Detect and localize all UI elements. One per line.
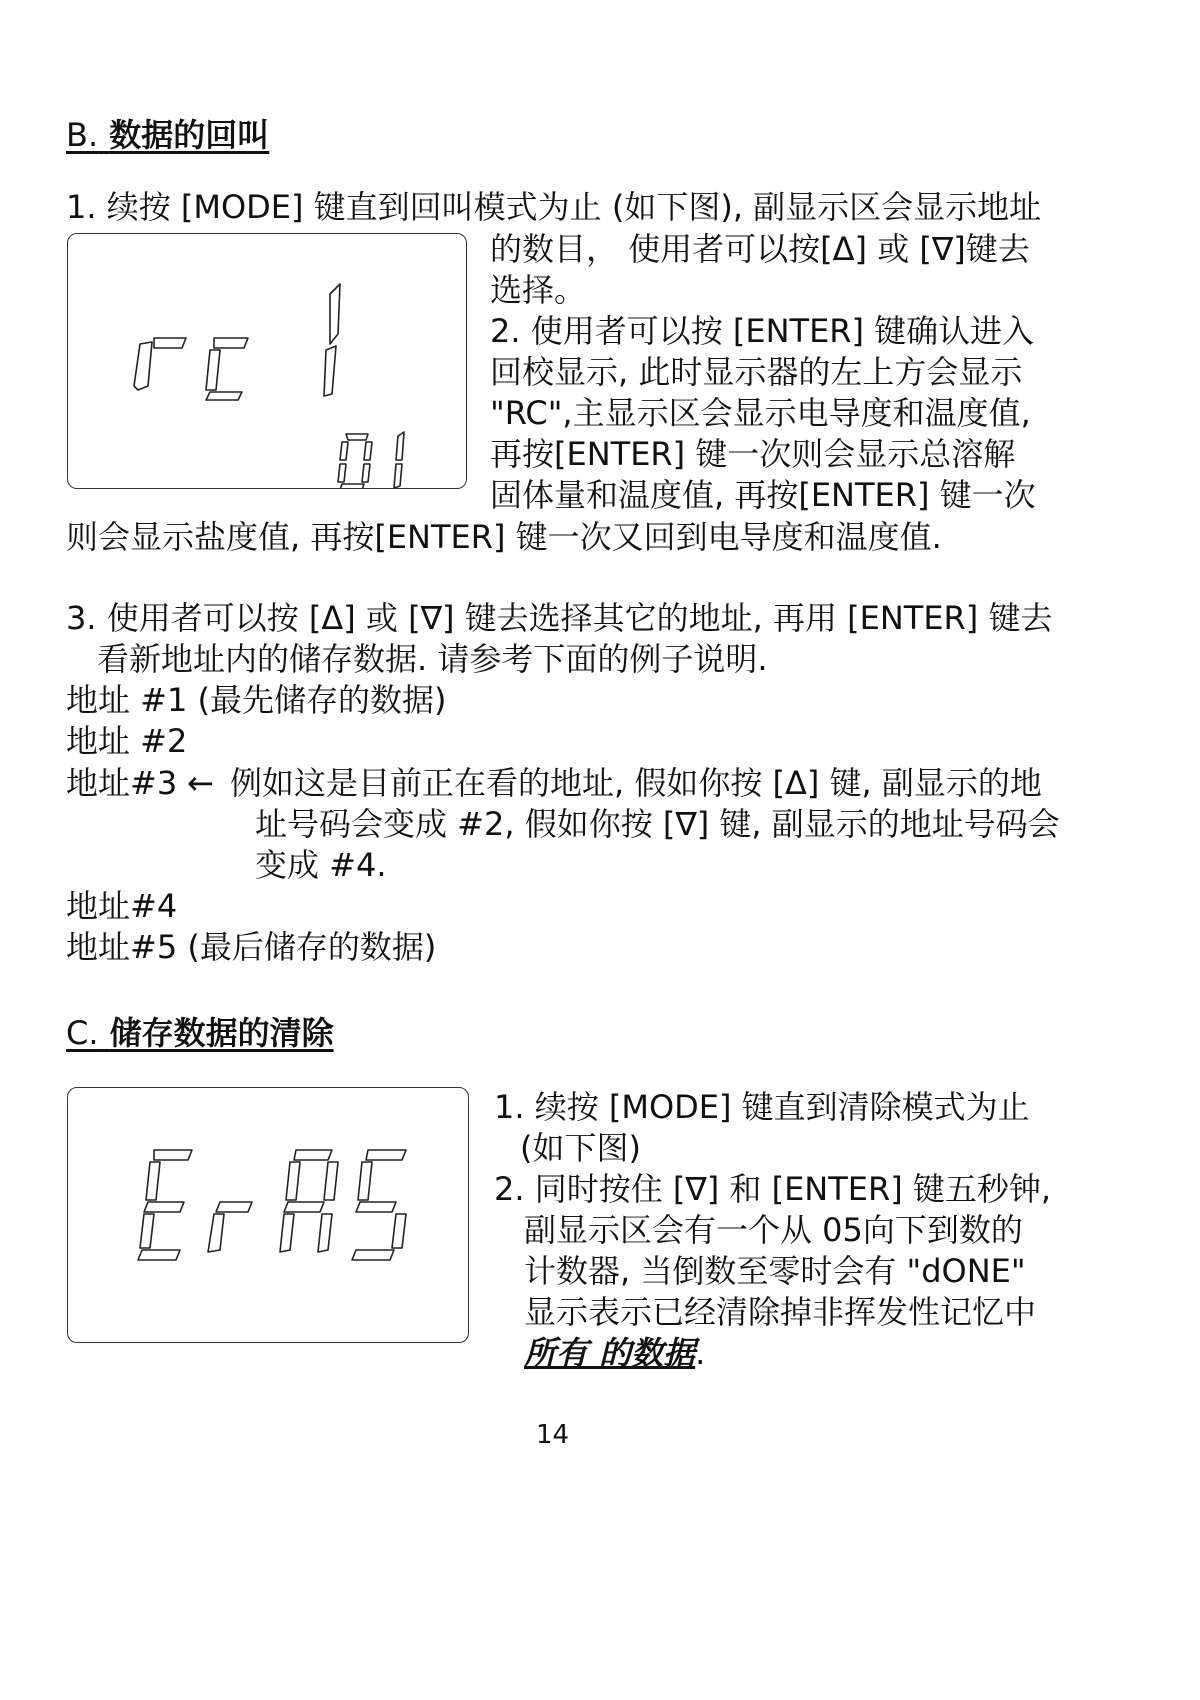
p3-line2: 看新地址内的储存数据. 请参考下面的例子说明. — [97, 640, 768, 678]
address-5: 地址#5 (最后储存的数据) — [66, 928, 437, 966]
address-1: 地址 #1 (最先储存的数据) — [66, 681, 447, 719]
lcd-seg — [394, 464, 402, 488]
lcd-seg — [330, 284, 340, 344]
lcd-seg — [364, 442, 372, 460]
p2-line4: 再按[ENTER] 键一次则会显示总溶解 — [490, 435, 1016, 473]
p3-line1: 3. 使用者可以按 [Δ] 或 [∇] 键去选择其它的地址, 再用 [ENTER] 键去 — [66, 599, 1053, 637]
lcd-seg — [154, 338, 186, 348]
lcd-seg — [396, 432, 404, 460]
lcd-seg — [366, 1150, 406, 1160]
lcd-seg — [318, 1214, 332, 1252]
c2-line3: 计数器, 当倒数至零时会有 "dONE" — [524, 1252, 1026, 1290]
section-c-heading — [66, 1008, 334, 1054]
c2-line2: 副显示区会有一个从 05向下到数的 — [524, 1211, 1023, 1249]
p2-line6: 则会显示盐度值, 再按[ENTER] 键一次又回到电导度和温度值. — [66, 518, 942, 556]
lcd-seg — [358, 1162, 372, 1200]
c1-line1: 1. 续按 [MODE] 键直到清除模式为止 — [494, 1088, 1030, 1126]
p2-line2: 回校显示, 此时显示器的左上方会显示 — [490, 353, 1023, 391]
lcd-seg — [362, 464, 370, 482]
lcd-seg — [324, 1162, 338, 1200]
section-b-prefix: B. — [66, 116, 99, 154]
p1-line2: 的数目， 使用者可以按[Δ] 或 [∇]键去 — [490, 230, 1030, 268]
lcd-seg — [154, 1150, 192, 1160]
p2-line1: 2. 使用者可以按 [ENTER] 键确认进入 — [490, 312, 1035, 350]
page-number: 14 — [536, 1420, 570, 1450]
p1-line3: 选择。 — [490, 271, 587, 309]
lcd-recall-segments — [68, 234, 466, 488]
lcd-seg — [392, 1214, 406, 1248]
c2-end: . — [695, 1334, 706, 1372]
c2-line4: 显示表示已经清除掉非挥发性记忆中 — [524, 1293, 1037, 1331]
section-c-title: 储存数据的清除 — [109, 1014, 334, 1052]
lcd-erase-display — [67, 1087, 469, 1343]
lcd-seg — [140, 1214, 154, 1248]
address-2: 地址 #2 — [66, 722, 188, 760]
lcd-seg — [134, 342, 152, 390]
lcd-seg — [144, 1202, 184, 1212]
lcd-seg — [324, 346, 336, 396]
lcd-seg — [216, 1202, 252, 1212]
lcd-seg — [340, 442, 348, 460]
lcd-seg — [356, 1202, 396, 1212]
address-3-note-line2: 址号码会变成 #2, 假如你按 [∇] 键, 副显示的地址号码会 — [255, 805, 1060, 843]
c1-line2: (如下图) — [520, 1129, 641, 1167]
lcd-seg — [146, 1162, 160, 1200]
lcd-seg — [352, 1250, 394, 1260]
address-3: 地址#3 — [66, 764, 178, 802]
section-c-prefix: C. — [66, 1014, 99, 1052]
c2-line1: 2. 同时按住 [∇] 和 [ENTER] 键五秒钟, — [494, 1170, 1052, 1208]
lcd-seg — [214, 338, 248, 348]
lcd-seg — [208, 1214, 224, 1252]
left-arrow-icon: ← — [187, 764, 214, 802]
lcd-seg — [286, 1162, 300, 1200]
address-3-note-line1: 例如这是目前正在看的地址, 假如你按 [Δ] 键, 副显示的地 — [230, 764, 1042, 802]
section-b-title: 数据的回叫 — [109, 116, 270, 154]
lcd-seg — [294, 1150, 332, 1160]
section-b-heading — [66, 110, 269, 156]
address-4: 地址#4 — [66, 887, 178, 925]
p1-line1: 1. 续按 [MODE] 键直到回叫模式为止 (如下图), 副显示区会显示地址 — [66, 188, 1042, 226]
c2-emphasis: 所有 的数据 — [524, 1334, 696, 1372]
p2-line3: "RC",主显示区会显示电导度和温度值, — [490, 394, 1031, 432]
lcd-seg — [346, 434, 368, 440]
lcd-erase-segments — [68, 1088, 468, 1342]
lcd-recall-display — [67, 233, 467, 489]
lcd-seg — [280, 1214, 294, 1252]
lcd-seg — [340, 484, 364, 488]
c2-line5 — [524, 1331, 705, 1376]
lcd-seg — [338, 464, 346, 482]
p2-line5: 固体量和温度值, 再按[ENTER] 键一次 — [490, 476, 1036, 514]
lcd-seg — [206, 392, 242, 400]
lcd-seg — [138, 1250, 180, 1260]
lcd-seg — [284, 1202, 324, 1212]
lcd-seg — [206, 350, 220, 390]
address-3-note-line3: 变成 #4. — [255, 846, 387, 884]
